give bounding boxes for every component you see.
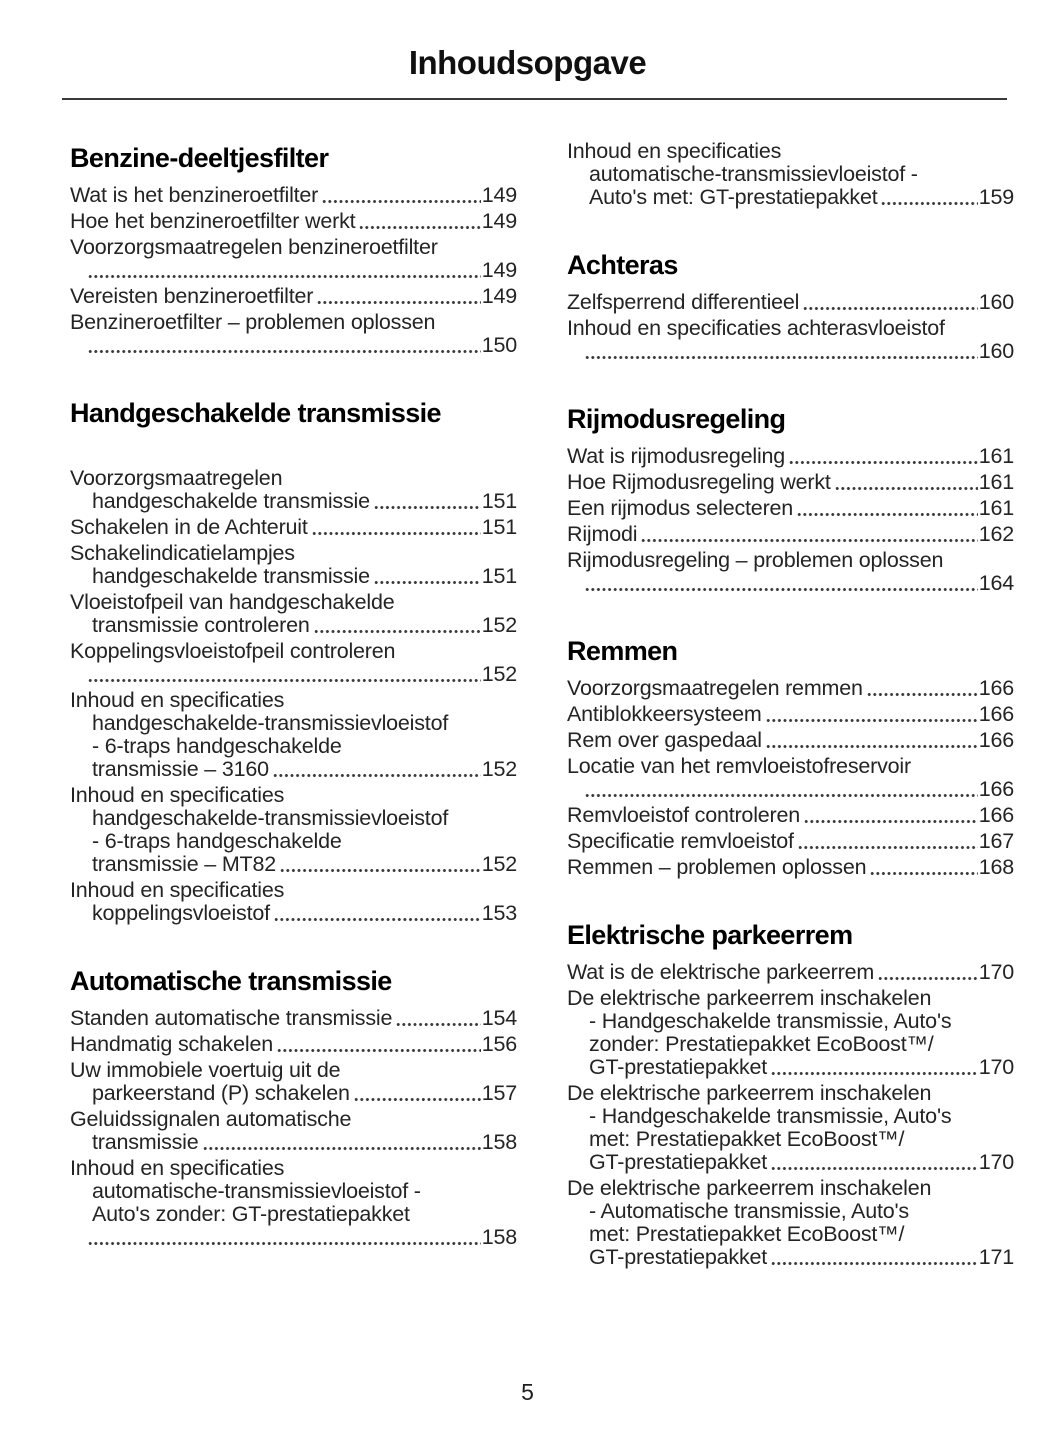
page-ref: 166 — [978, 728, 1014, 752]
toc-entry — [567, 830, 1014, 853]
page-ref: 158 — [481, 1225, 517, 1249]
toc-section — [567, 919, 1014, 1269]
page-ref: 150 — [481, 333, 517, 357]
dot-leader — [881, 197, 977, 206]
dot-leader — [870, 867, 977, 876]
entry-last-line — [567, 729, 1014, 752]
entry-last-line — [70, 184, 517, 207]
dot-leader — [878, 972, 978, 981]
dot-leader — [359, 221, 480, 230]
entry-line: Handmatig schakelen — [70, 1032, 273, 1056]
entry-line: parkeerstand (P) schakelen — [92, 1081, 350, 1105]
entry-line: - 6-traps handgeschakelde — [92, 829, 342, 853]
dot-leader — [771, 1162, 978, 1171]
dot-leader — [374, 501, 481, 510]
dot-leader — [641, 534, 977, 543]
page-ref: 149 — [481, 258, 517, 282]
toc-entry — [567, 1177, 1014, 1269]
dot-leader — [396, 1018, 480, 1027]
toc-entry — [70, 1007, 517, 1030]
toc-entry — [70, 542, 517, 588]
entry-line: Inhoud en specificaties — [70, 878, 285, 902]
entry-line: - Handgeschakelde transmissie, Auto's — [589, 1009, 952, 1033]
page-ref: 164 — [978, 571, 1014, 595]
section-heading: Rijmodusregeling — [567, 404, 786, 434]
section-heading: Remmen — [567, 636, 678, 666]
entry-line: Voorzorgsmaatregelen benzineroetfilter — [70, 235, 438, 259]
page-ref: 160 — [978, 290, 1014, 314]
entry-line: Rijmodusregeling – problemen oplossen — [567, 548, 944, 572]
title-divider — [62, 98, 1007, 100]
section-heading: Handgeschakelde transmissie — [70, 398, 441, 428]
entry-last-line — [567, 778, 1014, 801]
entry-last-line — [567, 497, 1014, 520]
entry-line: Wat is rijmodusregeling — [567, 444, 786, 468]
entry-last-line — [567, 572, 1014, 595]
entry-last-line — [70, 285, 517, 308]
toc-entry — [567, 291, 1014, 314]
entry-line: Voorzorgsmaatregelen remmen — [567, 676, 863, 700]
entry-line: koppelingsvloeistof — [92, 901, 270, 925]
dot-leader — [771, 1257, 978, 1266]
entry-line: Zelfsperrend differentieel — [567, 290, 800, 314]
dot-leader — [88, 345, 481, 354]
page-ref: 154 — [481, 1006, 517, 1030]
entry-line: Wat is het benzineroetfilter — [70, 183, 319, 207]
section-heading: Achteras — [567, 250, 678, 280]
page-ref: 153 — [481, 901, 517, 925]
toc-entry — [70, 591, 517, 637]
page-ref: 152 — [481, 662, 517, 686]
dot-leader — [835, 482, 978, 491]
page-ref: 166 — [978, 702, 1014, 726]
dot-leader — [789, 456, 978, 465]
page-ref: 149 — [481, 284, 517, 308]
entry-last-line — [567, 1056, 1014, 1079]
entry-last-line — [567, 445, 1014, 468]
page-number: 5 — [521, 1379, 534, 1405]
entry-line: - Handgeschakelde transmissie, Auto's — [589, 1104, 952, 1128]
toc-entry — [567, 471, 1014, 494]
entry-line: transmissie — [92, 1130, 199, 1154]
toc-section — [567, 403, 1014, 595]
entry-line: De elektrische parkeerrem inschakelen — [567, 1081, 932, 1105]
section-heading: Automatische transmissie — [70, 966, 392, 996]
entry-line: Benzineroetfilter – problemen oplossen — [70, 310, 436, 334]
entry-last-line — [70, 663, 517, 686]
page-ref: 151 — [481, 515, 517, 539]
page-ref: 170 — [978, 1055, 1014, 1079]
page-ref: 152 — [481, 613, 517, 637]
dot-leader — [280, 864, 481, 873]
toc-entry — [70, 285, 517, 308]
toc-section — [70, 142, 517, 357]
page-ref: 149 — [481, 209, 517, 233]
page-ref: 166 — [978, 803, 1014, 827]
toc-entry — [70, 210, 517, 233]
entry-line: Voorzorgsmaatregelen — [70, 466, 283, 490]
dot-leader — [798, 841, 978, 850]
toc-entry — [567, 987, 1014, 1079]
dot-leader — [585, 583, 978, 592]
toc-entry — [567, 729, 1014, 752]
entry-last-line — [70, 853, 517, 876]
dot-leader — [203, 1142, 481, 1151]
entry-line: transmissie – 3160 — [92, 757, 269, 781]
toc-columns — [70, 140, 1015, 1272]
toc-entry — [70, 184, 517, 207]
page-ref: 171 — [978, 1245, 1014, 1269]
toc-entry — [567, 317, 1014, 363]
entry-line: Hoe het benzineroetfilter werkt — [70, 209, 356, 233]
toc-section — [70, 965, 517, 1249]
entry-last-line — [567, 1246, 1014, 1269]
entry-line: Rem over gaspedaal — [567, 728, 762, 752]
dot-leader — [88, 270, 481, 279]
entry-line: Schakelindicatielampjes — [70, 541, 295, 565]
toc-column-left — [70, 140, 517, 1272]
page-ref: 161 — [978, 470, 1014, 494]
page-ref: 168 — [978, 855, 1014, 879]
page-ref: 160 — [978, 339, 1014, 363]
entry-last-line — [70, 334, 517, 357]
entry-line: Remmen – problemen oplossen — [567, 855, 867, 879]
entry-line: GT-prestatiepakket — [589, 1055, 768, 1079]
entry-last-line — [70, 1082, 517, 1105]
toc-entry — [567, 677, 1014, 700]
dot-leader — [274, 913, 481, 922]
entry-last-line — [567, 677, 1014, 700]
entry-last-line — [70, 1226, 517, 1249]
dot-leader — [88, 1237, 481, 1246]
toc-entry — [70, 516, 517, 539]
entry-line: Remvloeistof controleren — [567, 803, 801, 827]
page-ref: 162 — [978, 522, 1014, 546]
dot-leader — [374, 576, 481, 585]
section-heading: Benzine-deeltjesfilter — [70, 143, 329, 173]
page-ref: 166 — [978, 676, 1014, 700]
toc-entry — [70, 467, 517, 513]
dot-leader — [766, 714, 978, 723]
toc-entry — [567, 856, 1014, 879]
page-ref: 157 — [481, 1081, 517, 1105]
toc-section — [567, 635, 1014, 879]
entry-line: Auto's zonder: GT-prestatiepakket — [92, 1202, 410, 1226]
toc-entry — [567, 549, 1014, 595]
entry-line: - Automatische transmissie, Auto's — [589, 1199, 909, 1223]
entry-last-line — [70, 210, 517, 233]
dot-leader — [312, 527, 481, 536]
entry-line: Hoe Rijmodusregeling werkt — [567, 470, 831, 494]
dot-leader — [585, 789, 978, 798]
entry-last-line — [567, 340, 1014, 363]
toc-entry — [567, 961, 1014, 984]
entry-last-line — [567, 186, 1014, 209]
entry-line: zonder: Prestatiepakket EcoBoost™/ — [589, 1032, 934, 1056]
toc-entry — [567, 703, 1014, 726]
toc-entry — [70, 1033, 517, 1056]
entry-line: met: Prestatiepakket EcoBoost™/ — [589, 1127, 905, 1151]
entry-line: Inhoud en specificaties — [567, 139, 782, 163]
entry-line: Auto's met: GT-prestatiepakket — [589, 185, 878, 209]
entry-line: De elektrische parkeerrem inschakelen — [567, 986, 932, 1010]
dot-leader — [354, 1093, 481, 1102]
page-ref: 158 — [481, 1130, 517, 1154]
entry-line: - 6-traps handgeschakelde — [92, 734, 342, 758]
entry-last-line — [567, 804, 1014, 827]
entry-line: Standen automatische transmissie — [70, 1006, 393, 1030]
section-heading: Elektrische parkeerrem — [567, 920, 853, 950]
entry-line: Inhoud en specificaties — [70, 1156, 285, 1180]
page-ref: 156 — [481, 1032, 517, 1056]
entry-line: Koppelingsvloeistofpeil controleren — [70, 639, 396, 663]
entry-line: Specificatie remvloeistof — [567, 829, 794, 853]
entry-last-line — [70, 1007, 517, 1030]
toc-entry — [567, 445, 1014, 468]
entry-line: Schakelen in de Achteruit — [70, 515, 308, 539]
entry-line: met: Prestatiepakket EcoBoost™/ — [589, 1222, 905, 1246]
dot-leader — [277, 1044, 481, 1053]
entry-line: Rijmodi — [567, 522, 638, 546]
toc-entry — [70, 236, 517, 282]
page-ref: 166 — [978, 777, 1014, 801]
entry-line: transmissie controleren — [92, 613, 310, 637]
entry-last-line — [70, 614, 517, 637]
toc-entry — [70, 689, 517, 781]
entry-line: Vereisten benzineroetfilter — [70, 284, 314, 308]
entry-line: handgeschakelde transmissie — [92, 489, 370, 513]
dot-leader — [797, 508, 978, 517]
entry-last-line — [567, 523, 1014, 546]
entry-line: handgeschakelde-transmissievloeistof — [92, 711, 449, 735]
entry-line: Geluidssignalen automatische — [70, 1107, 352, 1131]
page-title: Inhoudsopgave — [408, 44, 647, 81]
entry-line: automatische-transmissievloeistof - — [589, 162, 918, 186]
entry-last-line — [567, 703, 1014, 726]
toc-entry — [70, 1157, 517, 1249]
toc-entry — [70, 784, 517, 876]
dot-leader — [803, 302, 977, 311]
dot-leader — [314, 625, 481, 634]
dot-leader — [771, 1067, 978, 1076]
toc-entry — [567, 804, 1014, 827]
entry-last-line — [70, 758, 517, 781]
entry-line: Een rijmodus selecteren — [567, 496, 794, 520]
entry-line: automatische-transmissievloeistof - — [92, 1179, 421, 1203]
entry-last-line — [70, 259, 517, 282]
toc-column-right — [567, 140, 1014, 1272]
entry-line: Antiblokkeersysteem — [567, 702, 762, 726]
page-ref: 151 — [481, 489, 517, 513]
page-ref: 170 — [978, 1150, 1014, 1174]
entry-last-line — [567, 856, 1014, 879]
dot-leader — [322, 195, 481, 204]
dot-leader — [867, 688, 978, 697]
page-ref: 152 — [481, 852, 517, 876]
entry-last-line — [70, 1033, 517, 1056]
toc-entry — [70, 640, 517, 686]
entry-line: Inhoud en specificaties — [70, 783, 285, 807]
toc-section — [567, 249, 1014, 363]
entry-line: GT-prestatiepakket — [589, 1150, 768, 1174]
entry-line: De elektrische parkeerrem inschakelen — [567, 1176, 932, 1200]
entry-line: handgeschakelde transmissie — [92, 564, 370, 588]
toc-entry — [70, 1059, 517, 1105]
page-ref: 159 — [978, 185, 1014, 209]
entry-line: transmissie – MT82 — [92, 852, 276, 876]
toc-entry — [567, 497, 1014, 520]
entry-last-line — [70, 902, 517, 925]
page-ref: 161 — [978, 496, 1014, 520]
dot-leader — [88, 674, 481, 683]
dot-leader — [317, 296, 481, 305]
dot-leader — [766, 740, 978, 749]
toc-entry — [70, 1108, 517, 1154]
entry-last-line — [70, 565, 517, 588]
entry-line: Wat is de elektrische parkeerrem — [567, 960, 875, 984]
toc-entry — [567, 1082, 1014, 1174]
page-ref: 167 — [978, 829, 1014, 853]
page-ref: 161 — [978, 444, 1014, 468]
entry-line: Locatie van het remvloeistofreservoir — [567, 754, 911, 778]
entry-line: Vloeistofpeil van handgeschakelde — [70, 590, 395, 614]
entry-last-line — [70, 516, 517, 539]
entry-line: Uw immobiele voertuig uit de — [70, 1058, 341, 1082]
toc-entry — [70, 311, 517, 357]
toc-entry — [70, 879, 517, 925]
entry-last-line — [567, 471, 1014, 494]
toc-entry — [567, 755, 1014, 801]
page-ref: 149 — [481, 183, 517, 207]
toc-section — [567, 140, 1014, 209]
entry-last-line — [567, 1151, 1014, 1174]
entry-line: Inhoud en specificaties achterasvloeistof — [567, 316, 945, 340]
entry-last-line — [567, 830, 1014, 853]
entry-last-line — [567, 291, 1014, 314]
toc-entry — [567, 523, 1014, 546]
page-ref: 152 — [481, 757, 517, 781]
toc-section — [70, 397, 517, 925]
toc-entry — [567, 140, 1014, 209]
page-ref: 151 — [481, 564, 517, 588]
entry-last-line — [70, 490, 517, 513]
entry-last-line — [70, 1131, 517, 1154]
dot-leader — [804, 815, 978, 824]
entry-line: GT-prestatiepakket — [589, 1245, 768, 1269]
entry-last-line — [567, 961, 1014, 984]
entry-line: handgeschakelde-transmissievloeistof — [92, 806, 449, 830]
page-ref: 170 — [978, 960, 1014, 984]
dot-leader — [273, 769, 481, 778]
dot-leader — [585, 351, 978, 360]
entry-line: Inhoud en specificaties — [70, 688, 285, 712]
